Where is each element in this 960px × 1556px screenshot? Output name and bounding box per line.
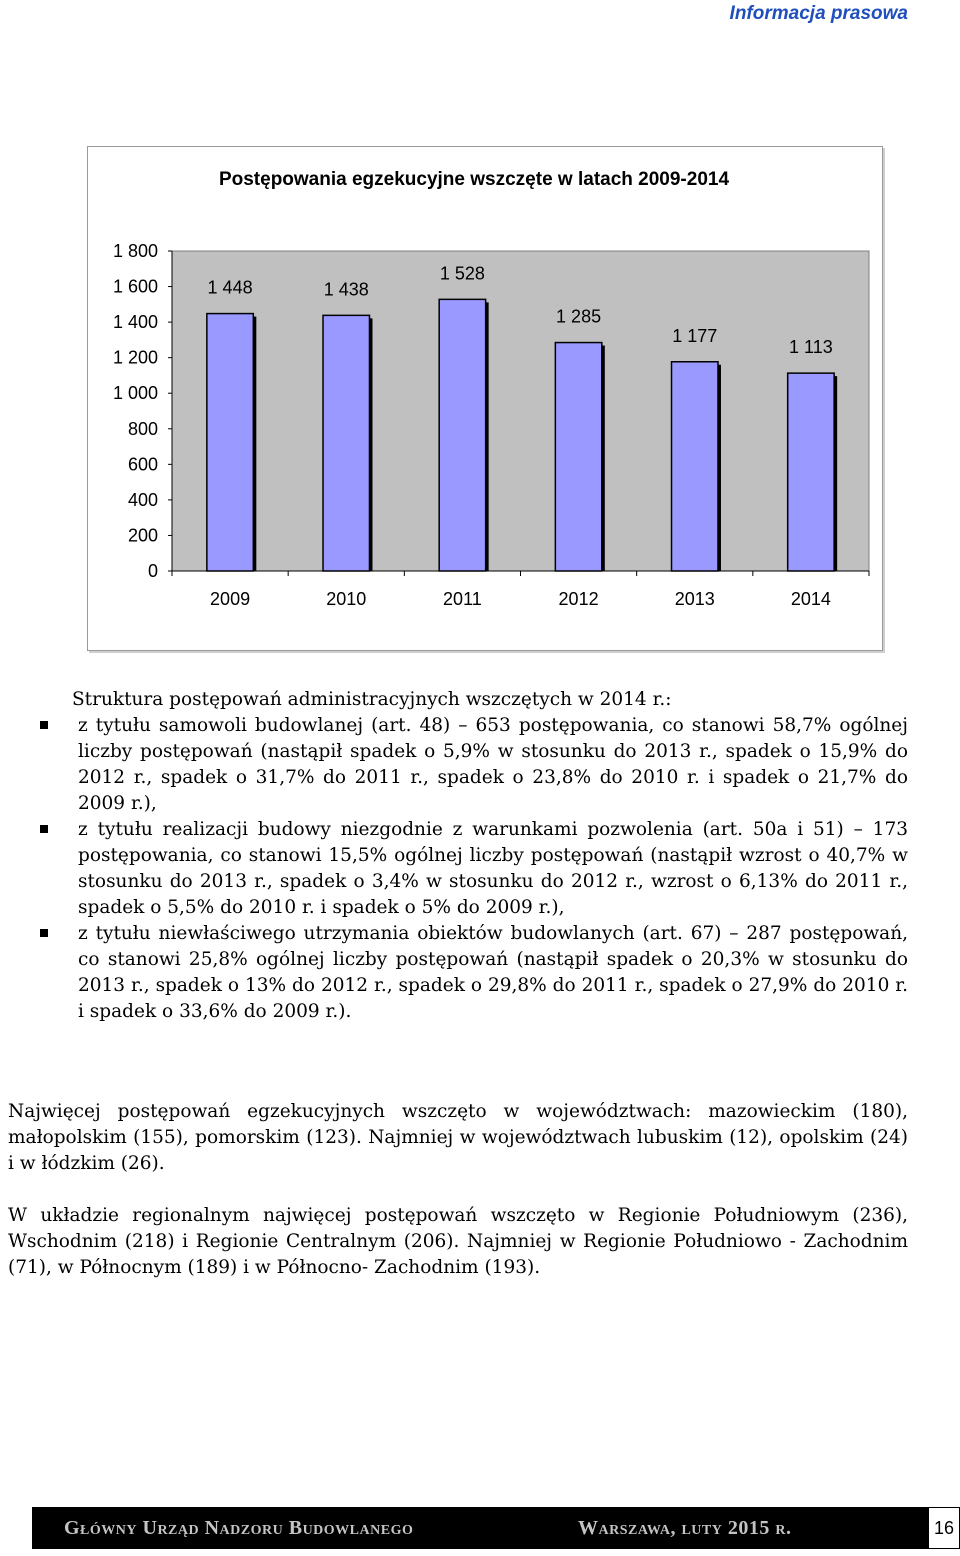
chart-container bbox=[87, 146, 883, 651]
bar-value-label: 1 113 bbox=[789, 337, 833, 358]
bar-value-label: 1 438 bbox=[323, 279, 369, 300]
y-tick-label: 800 bbox=[127, 418, 158, 439]
bar-2011 bbox=[439, 299, 485, 571]
bar-value-label: 1 177 bbox=[672, 325, 718, 346]
bullet-text: z tytułu niewłaściwego utrzymania obiektów budowlanych (art. 67) – 287 postępowań, co stanowi 25,8% ogólnej liczby postępowań (nastąpił spadek o 20,3% w stosunku do 2013 r., spadek o 13% do 2012 r., spadek o 29,8% do 2011 r., spadek o 27,9% do 2010 r. i spadek o 33,6% do 2009 r.). bbox=[78, 923, 908, 1022]
footer-bar bbox=[32, 1507, 928, 1549]
paragraph-regions: W układzie regionalnym najwięcej postępowań wszczęto w Regionie Południowym (236), Wschodnim (218) i Regionie Centralnym (206). Najmniej w Regionie Południowo - Zachodnim (71), w Północnym (189) i w Północno- Zachodnim (193). bbox=[8, 1205, 908, 1278]
press-release-label: Informacja prasowa bbox=[729, 3, 908, 24]
x-tick-label: 2014 bbox=[790, 589, 831, 609]
bar-2012 bbox=[555, 343, 601, 571]
structure-heading: Struktura postępowań administracyjnych wszczętych w 2014 r.: bbox=[72, 689, 672, 710]
x-tick-label: 2009 bbox=[210, 589, 251, 609]
y-tick-label: 1 800 bbox=[112, 241, 158, 261]
bullet-text: z tytułu realizacji budowy niezgodnie z warunkami pozwolenia (art. 50a i 51) – 173 postępowania, co stanowi 15,5% ogólnej liczby postępowań (nastąpił wzrost o 40,7% w stosunku do 2013 r., spadek o 3,4% w stosunku do 2012 r., wzrost o 6,13% do 2011 r., spadek o 5,5% do 2010 r. i spadek o 5% do 2009 r.), bbox=[78, 819, 908, 918]
bar-chart bbox=[88, 147, 882, 650]
chart-title: Postępowania egzekucyjne wszczęte w latach 2009-2014 bbox=[218, 169, 730, 190]
bar-2013 bbox=[672, 362, 718, 571]
x-tick-label: 2010 bbox=[326, 589, 367, 609]
y-tick-label: 1 400 bbox=[112, 312, 158, 333]
y-tick-label: 200 bbox=[127, 525, 158, 546]
list-item bbox=[40, 713, 908, 817]
footer-organization: Główny Urząd Nadzoru Budowlanego bbox=[64, 1517, 414, 1539]
list-item bbox=[40, 921, 908, 1025]
y-tick-label: 1 600 bbox=[112, 276, 158, 297]
bar-2010 bbox=[323, 315, 369, 571]
bullet-list bbox=[40, 713, 908, 1025]
bar-value-label: 1 528 bbox=[439, 263, 485, 284]
bullet-text: z tytułu samowoli budowlanej (art. 48) – 653 postępowania, co stanowi 58,7% ogólnej liczby postępowań (nastąpił spadek o 5,9% w stosunku do 2013 r., spadek o 15,9% do 2012 r., spadek o 31,7% do 2011 r., spadek o 23,8% do 2010 r. i spadek o 21,7% do 2009 r.), bbox=[78, 715, 908, 814]
x-tick-label: 2012 bbox=[558, 589, 599, 609]
bullet-square-icon bbox=[40, 825, 48, 833]
bullet-square-icon bbox=[40, 721, 48, 729]
bar-value-label: 1 448 bbox=[207, 277, 253, 298]
y-tick-label: 0 bbox=[147, 561, 158, 581]
y-tick-label: 400 bbox=[127, 489, 158, 510]
y-tick-label: 1 000 bbox=[112, 383, 158, 404]
page-number: 16 bbox=[928, 1507, 960, 1549]
y-tick-label: 600 bbox=[127, 454, 158, 475]
list-item bbox=[40, 817, 908, 921]
x-tick-label: 2013 bbox=[674, 589, 715, 609]
bar-2014 bbox=[788, 373, 834, 571]
x-tick-label: 2011 bbox=[443, 589, 482, 609]
y-tick-label: 1 200 bbox=[112, 347, 158, 368]
footer-date: Warszawa, luty 2015 r. bbox=[578, 1517, 792, 1539]
plot-area bbox=[172, 251, 869, 571]
paragraph-voivodeships: Najwięcej postępowań egzekucyjnych wszczęto w województwach: mazowieckim (180), małopolskim (155), pomorskim (123). Najmniej w województwach lubuskim (12), opolskim (24) i w łódzkim (26). bbox=[8, 1101, 908, 1174]
bullet-square-icon bbox=[40, 929, 48, 937]
bar-value-label: 1 285 bbox=[556, 306, 602, 327]
bar-2009 bbox=[207, 314, 253, 571]
